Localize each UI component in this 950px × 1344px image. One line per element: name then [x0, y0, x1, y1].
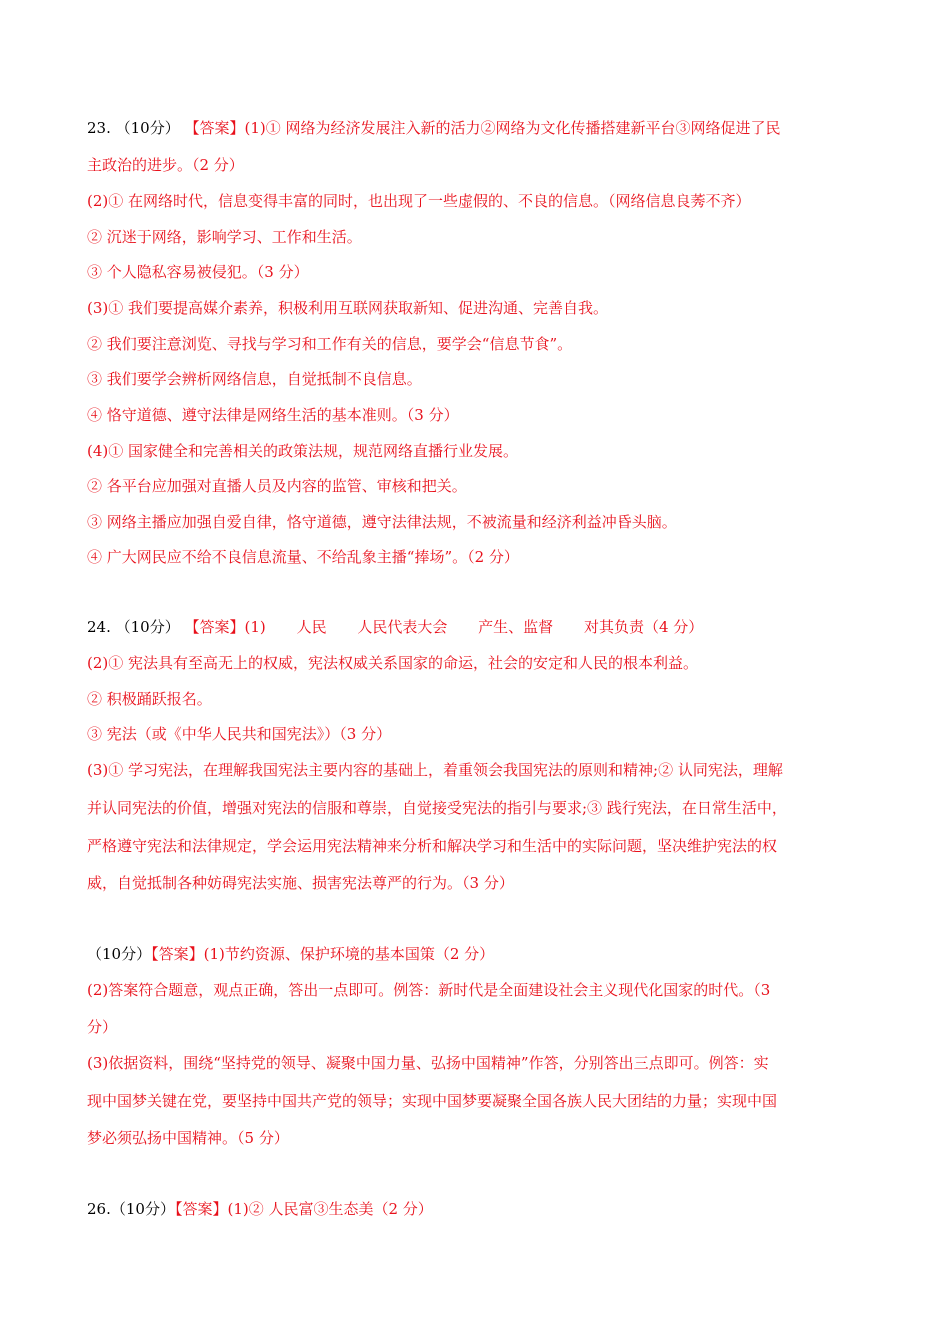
q23-score: （10分）	[115, 119, 180, 137]
q24-line-7: 严格遵守宪法和法律规定，学会运用宪法精神来分析和解决学习和生活中的实际问题，坚决维护宪法的权	[87, 837, 778, 855]
q23-line-4: ② 沉迷于网络，影响学习、工作和生活。	[87, 228, 362, 246]
q24-score: （10分）	[115, 618, 180, 636]
q23-line-10: (4)① 国家健全和完善相关的政策法规，规范网络直播行业发展。	[87, 442, 519, 460]
q24-line-3: ② 积极踊跃报名。	[87, 690, 212, 708]
q23-line-3: (2)① 在网络时代，信息变得丰富的同时，也出现了一些虚假的、不良的信息。（网络信息良莠不齐）	[87, 192, 751, 210]
q25-line-6: 梦必须弘扬中国精神。（5 分）	[87, 1129, 289, 1147]
q25-line-4: (3)依据资料，围绕“坚持党的领导、凝聚中国力量、弘扬中国精神”作答，分别答出三点即可。例答：实	[87, 1054, 769, 1072]
q25-answer-tag: 【答案】	[151, 945, 204, 963]
q24-blank-3: 产生、监督	[478, 618, 554, 636]
q23-line-6: (3)① 我们要提高媒介素养，积极利用互联网获取新知、促进沟通、完善自我。	[87, 299, 609, 317]
q23-line-9: ④ 恪守道德、遵守法律是网络生活的基本准则。（3 分）	[87, 406, 459, 424]
q25-line-1	[87, 944, 867, 964]
q24-line-6: 并认同宪法的价值，增强对宪法的信服和尊崇，自觉接受宪法的指引与要求;③ 践行宪法，在日常生活中，	[87, 799, 787, 817]
q25-part1: (1)节约资源、保护环境的基本国策（2 分）	[203, 945, 495, 963]
q23-answer-tag: 【答案】	[184, 119, 245, 137]
q25-score: （10分）	[87, 945, 152, 963]
q23-line-13: ④ 广大网民应不给不良信息流量、不给乱象主播“捧场”。（2 分）	[87, 548, 519, 566]
q24-line-8: 威，自觉抵制各种妨碍宪法实施、损害宪法尊严的行为。（3 分）	[87, 874, 514, 892]
q25-line-2: (2)答案符合题意，观点正确，答出一点即可。例答：新时代是全面建设社会主义现代化国家的时代。（3	[87, 981, 771, 999]
q26-answer-tag: 【答案】	[174, 1200, 228, 1218]
q24-line-1	[87, 617, 867, 637]
q24-blank-1: 人民	[296, 618, 327, 636]
q23-line-12: ③ 网络主播应加强自爱自律，恪守道德，遵守法律法规，不被流量和经济利益冲昏头脑。	[87, 513, 677, 531]
q26-part1: (1)② 人民富③生态美（2 分）	[227, 1200, 433, 1218]
q25-line-5: 现中国梦关键在党，要坚持中国共产党的领导；实现中国梦要凝聚全国各族人民大团结的力量；实现中国	[87, 1092, 778, 1110]
q23-line-8: ③ 我们要学会辨析网络信息，自觉抵制不良信息。	[87, 370, 422, 388]
q26-number: 26.	[87, 1200, 111, 1218]
q23-line-1	[87, 118, 867, 138]
q24-line-4: ③ 宪法（或《中华人民共和国宪法》）（3 分）	[87, 725, 392, 743]
q25-line-3: 分）	[87, 1018, 118, 1036]
q23-line-2: 主政治的进步。（2 分）	[87, 156, 244, 174]
q23-line-11: ② 各平台应加强对直播人员及内容的监管、审核和把关。	[87, 477, 467, 495]
q23-line-5: ③ 个人隐私容易被侵犯。（3 分）	[87, 263, 309, 281]
q26-score: （10分）	[110, 1200, 175, 1218]
q23-line-7: ② 我们要注意浏览、寻找与学习和工作有关的信息，要学会“信息节食”。	[87, 335, 573, 353]
q24-line-2: (2)① 宪法具有至高无上的权威，宪法权威关系国家的命运，社会的安定和人民的根本利益。	[87, 654, 699, 672]
q26-line-1	[87, 1199, 867, 1219]
q24-number: 24.	[87, 618, 111, 636]
q24-blank-2: 人民代表大会	[357, 618, 448, 636]
q24-answer-tag: 【答案】	[184, 618, 245, 636]
q24-blank-4: 对其负责（4 分）	[583, 618, 704, 636]
q24-part1-label: (1)	[244, 618, 266, 636]
q23-text: (1)① 网络为经济发展注入新的活力②网络为文化传播搭建新平台③网络促进了民	[244, 119, 781, 137]
q24-line-5: (3)① 学习宪法，在理解我国宪法主要内容的基础上，着重领会我国宪法的原则和精神;② 认同宪法，理解	[87, 761, 783, 779]
q23-number: 23.	[87, 119, 111, 137]
